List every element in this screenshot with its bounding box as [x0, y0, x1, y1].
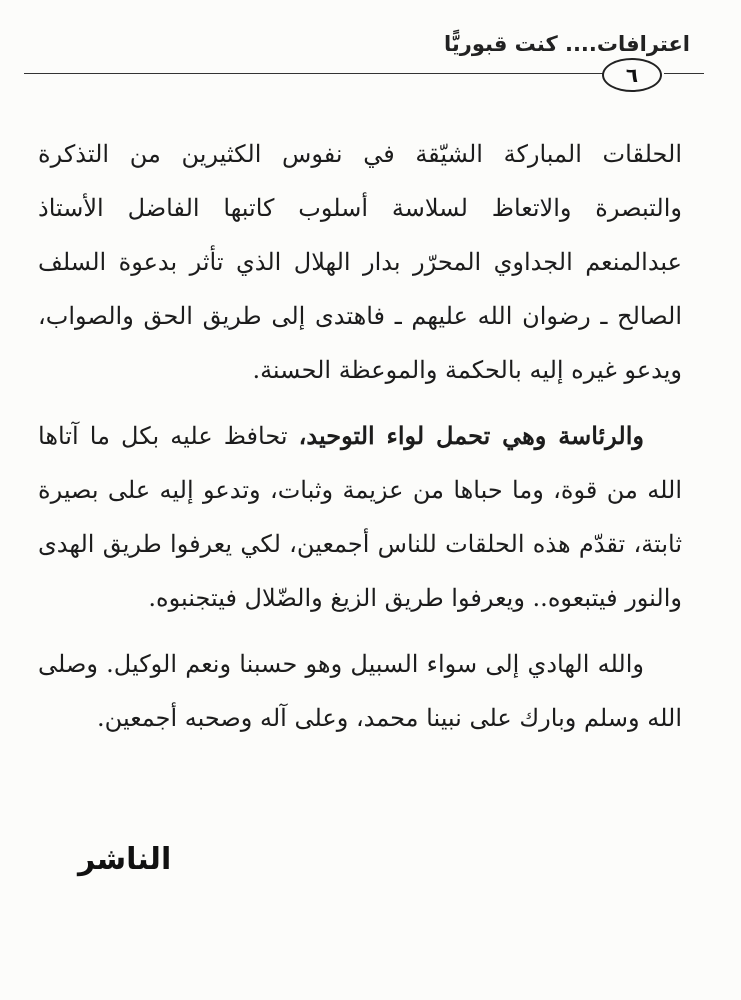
paragraph-1: الحلقات المباركة الشيّقة في نفوس الكثيرين من التذكرة والتبصرة والاتعاظ لسلاسة أسلوب كاتبها الفاضل الأستاذ عبدالمنعم الجداوي المحرّر بدار الهلال الذي تأثر بدعوة السلف الصالح ـ رضوان الله عليهم ـ فاهتدى إلى طريق الحق والصواب، ويدعو غيره إليه بالحكمة والموعظة الحسنة. [38, 140, 682, 384]
paragraph-2-bold-phrase: والرئاسة وهي تحمل لواء التوحيد، [298, 421, 644, 450]
paragraph-2-text: تحافظ عليه بكل ما آتاها الله من قوة، وما حباها من عزيمة وثبات، وتدعو إليه على بصيرة ثابتة، تقدّم هذه الحلقات للناس أجمعين، لكي يعرفوا طريق الهدى والنور فيتبعوه.. ويعرفوا طريق الزيغ والضّلال فيتجنبوه. [38, 422, 682, 612]
body-text [38, 127, 682, 745]
header-rule [24, 73, 622, 74]
header-rule-end [664, 73, 704, 74]
paragraph-3-text: والله الهادي إلى سواء السبيل وهو حسبنا ونعم الوكيل. وصلى الله وسلم وبارك على نبينا محمد، وعلى آله وصحبه أجمعين. [38, 650, 682, 732]
book-title: اعترافات.... كنت قبوريًّا [443, 32, 690, 56]
paragraph-3 [38, 637, 682, 745]
publisher-signature: الناشر [78, 842, 172, 877]
running-header [24, 30, 690, 100]
paragraph-2 [38, 409, 682, 625]
page-number: ٦ [602, 58, 662, 92]
